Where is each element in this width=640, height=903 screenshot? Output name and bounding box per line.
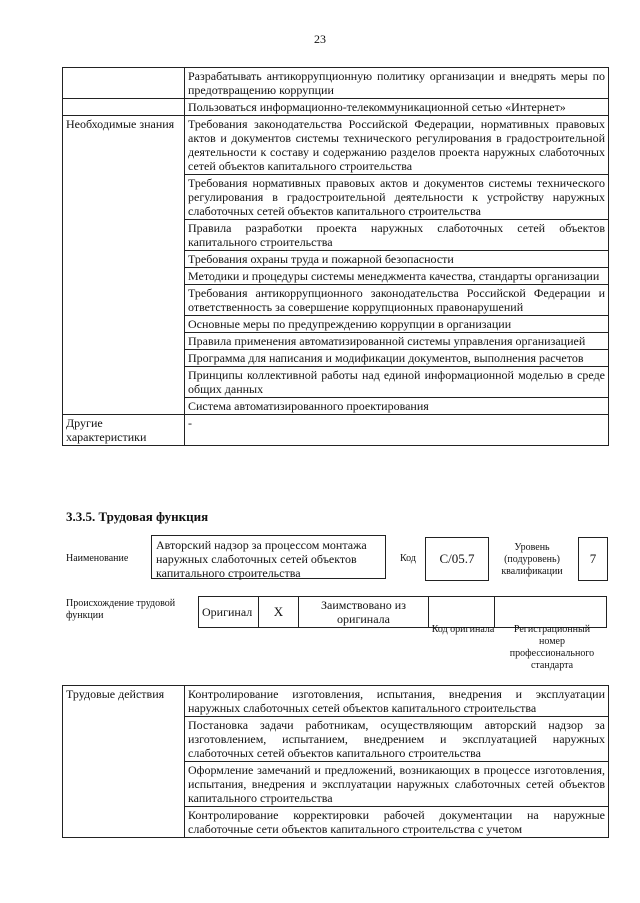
action-cell: Оформление замечаний и предложений, возникающих в процессе изготовления, испытания, внедрения и эксплуатации наружных слаботочных сетей объектов капитального строительства — [185, 762, 609, 807]
section-heading: 3.3.5. Трудовая функция — [66, 509, 209, 524]
knowledge-cell: Требования законодательства Российской Федерации, нормативных правовых актов и документов системы технического регулирования в градостроительной деятельности к составу и содержанию разделов проекта наружных слаботочных сетей объектов капитального строительства — [185, 116, 609, 175]
origin-label: Происхождение трудовой функции — [66, 598, 176, 621]
knowledge-cell: Программа для написания и модификации документов, выполнения расчетов — [185, 350, 609, 367]
page-number: 23 — [314, 32, 326, 46]
action-cell: Контролирование изготовления, испытания, внедрения и эксплуатации наружных слаботочных сетей объектов капитального строительства — [185, 686, 609, 717]
reg-number-cell — [495, 597, 607, 628]
original-code-cell — [429, 597, 495, 628]
other-label: Другие характеристики — [63, 415, 185, 446]
level-label: Уровень (подуровень) квалификации — [501, 542, 563, 577]
knowledge-label: Необходимые знания — [63, 116, 185, 415]
knowledge-cell: Принципы коллективной работы над единой информационной моделью в среде общих данных — [185, 367, 609, 398]
knowledge-cell: Требования антикоррупционного законодательства Российской Федерации и ответственность за совершение коррупционных правонарушений — [185, 285, 609, 316]
knowledge-cell: Требования нормативных правовых актов и документов системы технического регулирования в градостроительной деятельности к устройству наружных слаботочных сетей объектов капитального строительства — [185, 175, 609, 220]
original-mark: X — [259, 597, 299, 628]
function-name: Авторский надзор за процессом монтажа наружных слаботочных сетей объектов капитального строительства — [151, 535, 386, 579]
empty-label-cell — [63, 68, 185, 99]
name-label: Наименование — [66, 553, 129, 564]
knowledge-cell: Система автоматизированного проектирования — [185, 398, 609, 415]
table-row — [63, 99, 609, 116]
table-row — [63, 686, 609, 717]
borrowed-label: Заимствовано из оригинала — [299, 597, 429, 628]
knowledge-cell: Основные меры по предупреждению коррупции в организации — [185, 316, 609, 333]
reg-caption: Регистрационный номер профессионального стандарта — [509, 624, 595, 671]
knowledge-table — [62, 67, 609, 446]
knowledge-cell: Правила разработки проекта наружных слаботочных сетей объектов капитального строительства — [185, 220, 609, 251]
knowledge-cell: Методики и процедуры системы менеджмента качества, стандарты организации — [185, 268, 609, 285]
knowledge-cell: Требования охраны труда и пожарной безопасности — [185, 251, 609, 268]
table-row — [63, 116, 609, 175]
skill-cell: Разрабатывать антикоррупционную политику организации и внедрять меры по предотвращению коррупции — [185, 68, 609, 99]
original-label: Оригинал — [199, 597, 259, 628]
table-row — [63, 415, 609, 446]
skill-cell: Пользоваться информационно-телекоммуникационной сетью «Интернет» — [185, 99, 609, 116]
knowledge-cell: Правила применения автоматизированной системы управления организацией — [185, 333, 609, 350]
code-caption: Код оригинала — [431, 624, 495, 635]
table-row — [199, 597, 607, 628]
other-value: - — [185, 415, 609, 446]
empty-label-cell — [63, 99, 185, 116]
table-row — [63, 68, 609, 99]
actions-table — [62, 685, 609, 838]
actions-label: Трудовые действия — [63, 686, 185, 838]
action-cell: Постановка задачи работникам, осуществляющим авторский надзор за изготовлением, испытанием, внедрением и эксплуатацией наружных слаботочных сетей объектов капитального строительства — [185, 717, 609, 762]
level-value: 7 — [578, 537, 608, 581]
code-label: Код — [400, 553, 416, 564]
function-code: C/05.7 — [425, 537, 489, 581]
action-cell: Контролирование корректировки рабочей документации на наружные слаботочные сети объектов капитального строительства с учетом — [185, 807, 609, 838]
